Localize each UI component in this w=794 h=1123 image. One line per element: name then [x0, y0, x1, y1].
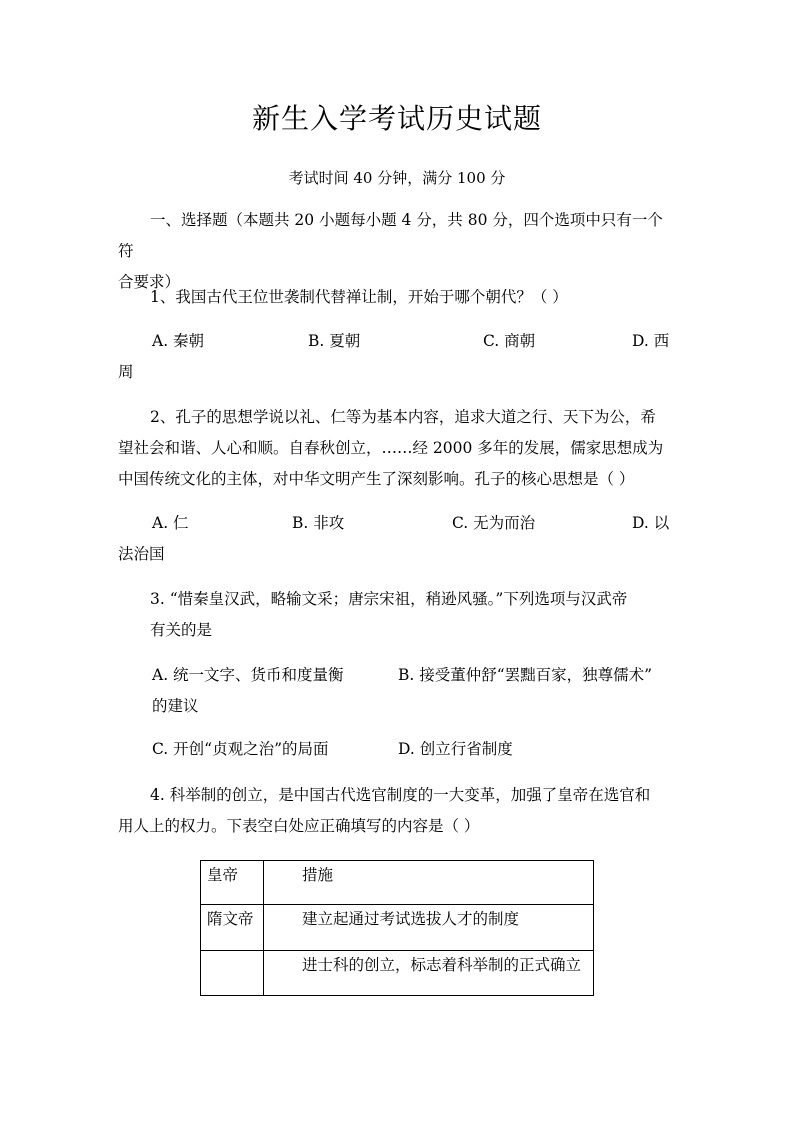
q3-option-b: B. 接受董仲舒“罢黜百家，独尊儒术”: [398, 666, 653, 684]
table-cell-measure: 建立起通过考试选拔人才的制度: [264, 905, 594, 951]
table-row: [201, 951, 594, 996]
question-4-stem: [118, 780, 678, 842]
q2-option-d: D. 以: [632, 514, 670, 532]
q2-line-2: 望社会和谐、人心和顺。自春秋创立，……经 2000 多年的发展，儒家思想成为: [118, 439, 664, 457]
q1-option-b: B. 夏朝: [308, 332, 361, 350]
q1-option-d: D. 西: [632, 332, 670, 350]
q1-option-d-continued: 周: [118, 363, 134, 381]
question-2-stem: [118, 402, 678, 495]
question-1-stem: 1、我国古代王位世袭制代替禅让制，开始于哪个朝代？（ ）: [150, 288, 568, 306]
table-cell-emperor: 隋文帝: [201, 905, 264, 951]
table-header-measure: 措施: [264, 861, 594, 905]
page-title: 新生入学考试历史试题: [251, 102, 542, 135]
question-3-options: [118, 660, 678, 722]
table-cell-emperor-blank: [201, 951, 264, 996]
question-3-options-2: [118, 734, 678, 765]
q2-option-a: A. 仁: [152, 514, 189, 532]
q3-line-1: 3. “惜秦皇汉武，略输文采；唐宗宋祖，稍逊风骚。”下列选项与汉武帝: [150, 590, 628, 608]
q2-option-c: C. 无为而治: [452, 514, 536, 532]
question-2-options: [118, 508, 678, 570]
q4-line-1: 4. 科举制的创立，是中国古代选官制度的一大变革，加强了皇帝在选官和: [150, 786, 651, 804]
question-4-table: [200, 860, 594, 996]
question-3-stem: [118, 584, 678, 646]
q2-option-d-continued: 法治国: [118, 545, 165, 563]
q3-option-b-continued: 的建议: [152, 697, 199, 715]
q3-option-a: A. 统一文字、货币和度量衡: [152, 666, 344, 684]
question-1-options: [118, 326, 678, 388]
q1-option-a: A. 秦朝: [152, 332, 205, 350]
exam-info: 考试时间 40 分钟，满分 100 分: [288, 169, 506, 187]
q2-line-1: 2、孔子的思想学说以礼、仁等为基本内容，追求大道之行、天下为公，希: [150, 408, 656, 426]
q3-option-d: D. 创立行省制度: [398, 740, 513, 758]
q2-line-3: 中国传统文化的主体，对中华文明产生了深刻影响。孔子的核心思想是（ ）: [118, 470, 635, 488]
table-header-emperor: 皇帝: [201, 861, 264, 905]
q2-option-b: B. 非攻: [292, 514, 345, 532]
q3-line-2: 有关的是: [150, 621, 213, 639]
q1-option-c: C. 商朝: [483, 332, 536, 350]
table-row: [201, 861, 594, 905]
q4-line-2: 用人上的权力。下表空白处应正确填写的内容是（ ）: [118, 817, 480, 835]
section-heading-line-1: 一、选择题（本题共 20 小题每小题 4 分，共 80 分，四个选项中只有一个符: [118, 211, 663, 260]
table-cell-measure: 进士科的创立，标志着科举制的正式确立: [264, 951, 594, 996]
section-heading-line-2: 合要求）: [118, 273, 181, 291]
q3-option-c: C. 开创“贞观之治”的局面: [152, 740, 329, 758]
table-row: [201, 905, 594, 951]
